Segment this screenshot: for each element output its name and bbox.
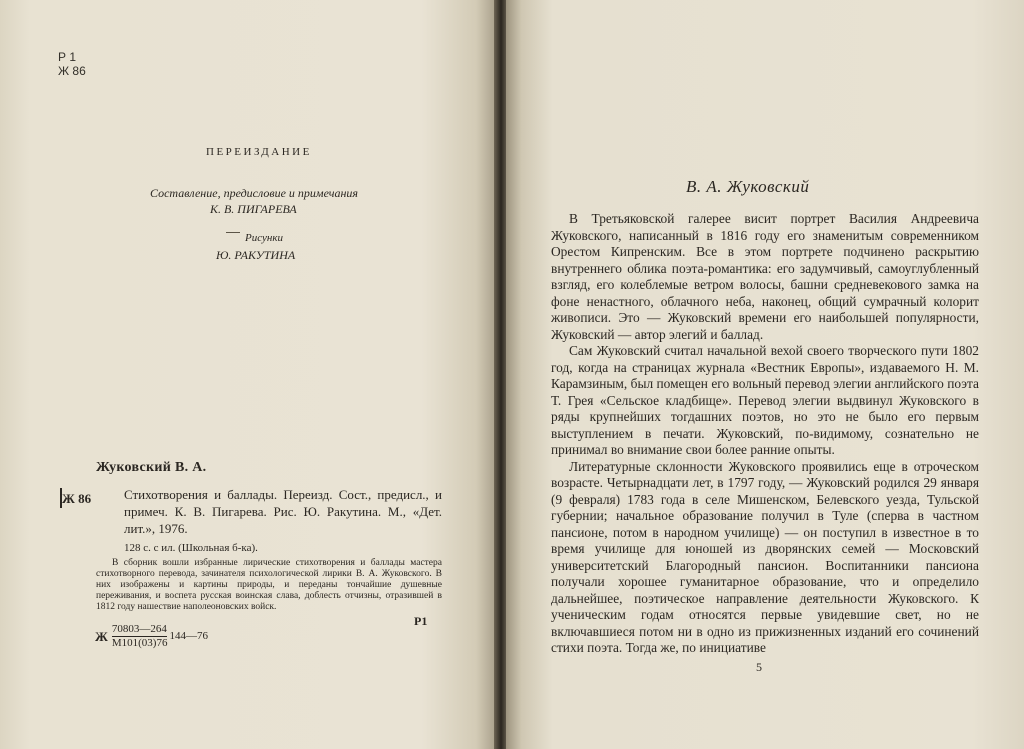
price-suffix: 144—76 bbox=[169, 630, 208, 642]
catalog-author: Жуковский В. А. bbox=[96, 460, 207, 475]
catalog-description: Стихотворения и баллады. Переизд. Сост., предисл., и примеч. К. В. Пигарева. Рис. Ю. Ракутина. М., «Дет. лит.», 1976. bbox=[124, 487, 442, 536]
shelf-mark-line: Р 1 bbox=[58, 50, 77, 64]
article-title: В. А. Жуковский bbox=[686, 177, 810, 196]
article-paragraph: В Третьяковской галерее висит портрет Василия Андреевича Жуковского, написанный в 1816 году его знаменитым современником Орестом Кипренским. Все в этом портрете подчинено раскрытию внутреннего облика поэта-романтика: его задумчивый, самоуглубленный взгляд, его колеблемые ветром волосы, башни средневекового замка на фоне ненастного, облачного неба, наконец, общий сумрачный колорит живописи. Это — Жуковский времени его наибольшей популярности, Жуковский — автор элегий и баллад. bbox=[551, 211, 979, 342]
compiled-by-name: К. В. ПИГАРЕВА bbox=[210, 202, 297, 216]
shelf-mark-line: Ж 86 bbox=[58, 64, 86, 78]
price-denominator: М101(03)76 bbox=[111, 637, 168, 649]
illustrations-name: Ю. РАКУТИНА bbox=[216, 248, 296, 262]
right-page bbox=[506, 0, 1024, 749]
catalog-class-code: Р1 bbox=[414, 614, 428, 628]
left-page bbox=[0, 0, 496, 749]
catalog-code: Ж 86 bbox=[62, 491, 92, 506]
reissue-label: ПЕРЕИЗДАНИЕ bbox=[206, 146, 312, 158]
article-body bbox=[551, 211, 979, 657]
article-paragraph: Литературные склонности Жуковского проявились еще в отроческом возрасте. Четырнадцати лет, в 1797 году, — Жуковский родился 29 января (9 февраля) 1783 года в селе Мишенском, Белевского уезда, Тульской губернии; начальное образование получил в Туле (сперва в частном пансионе, потом в народном училище) — он поступил в известное в то время училище для юношей из дворянских семей — Московский университетский Благородный пансион. Воспитанники пансиона получали хорошее гуманитарное образование, что и определило дальнейшее, поэтическое направление деятельности Жуковского. К ученическим годам относятся первые увидевшие свет, но не включавшиеся потом ни в одно из прижизненных изданий его сочинений стихи поэта. Тогда же, по инициативе bbox=[551, 458, 979, 655]
page-number: 5 bbox=[756, 660, 762, 674]
shelf-mark bbox=[58, 50, 86, 78]
price-numerator: 70803—264 bbox=[111, 623, 167, 635]
price-code-table bbox=[94, 623, 209, 650]
article-paragraph: Сам Жуковский считал начальной вехой своего творческого пути 1802 год, когда на страницах журнала «Вестник Европы», издаваемого Н. М. Карамзиным, был помещен его вольный перевод элегии английского поэта Т. Грея «Сельское кладбище». Перевод элегии выдвинул Жуковского в ряды крупнейших тогдашних поэтов, но это не было его первым выступлением в печати. Жуковский, по-видимому, сознательно не принимал во внимание свои более ранние опыты. bbox=[551, 343, 979, 457]
bleed-through-signature: ​ bbox=[84, 71, 95, 142]
compiled-by-label: Составление, предисловие и примечания bbox=[150, 186, 358, 200]
price-prefix: Ж bbox=[95, 629, 108, 644]
illustrations-label: Рисунки bbox=[245, 232, 284, 244]
catalog-pages: 128 с. с ил. (Школьная б-ка). bbox=[124, 542, 258, 554]
pencil-mark bbox=[226, 232, 240, 233]
catalog-annotation: В сборник вошли избранные лирические стихотворения и баллады мастера стихотворного перевода, зачинателя психологической лирики В. А. Жуковского. В них изображены и картины природы, и переданы тончайшие душевные переживания, и воспета русская воинская слава, доблесть отчизны, отразившей в 1812 году нашествие наполеоновских войск. bbox=[96, 558, 442, 612]
price-code bbox=[94, 623, 209, 650]
